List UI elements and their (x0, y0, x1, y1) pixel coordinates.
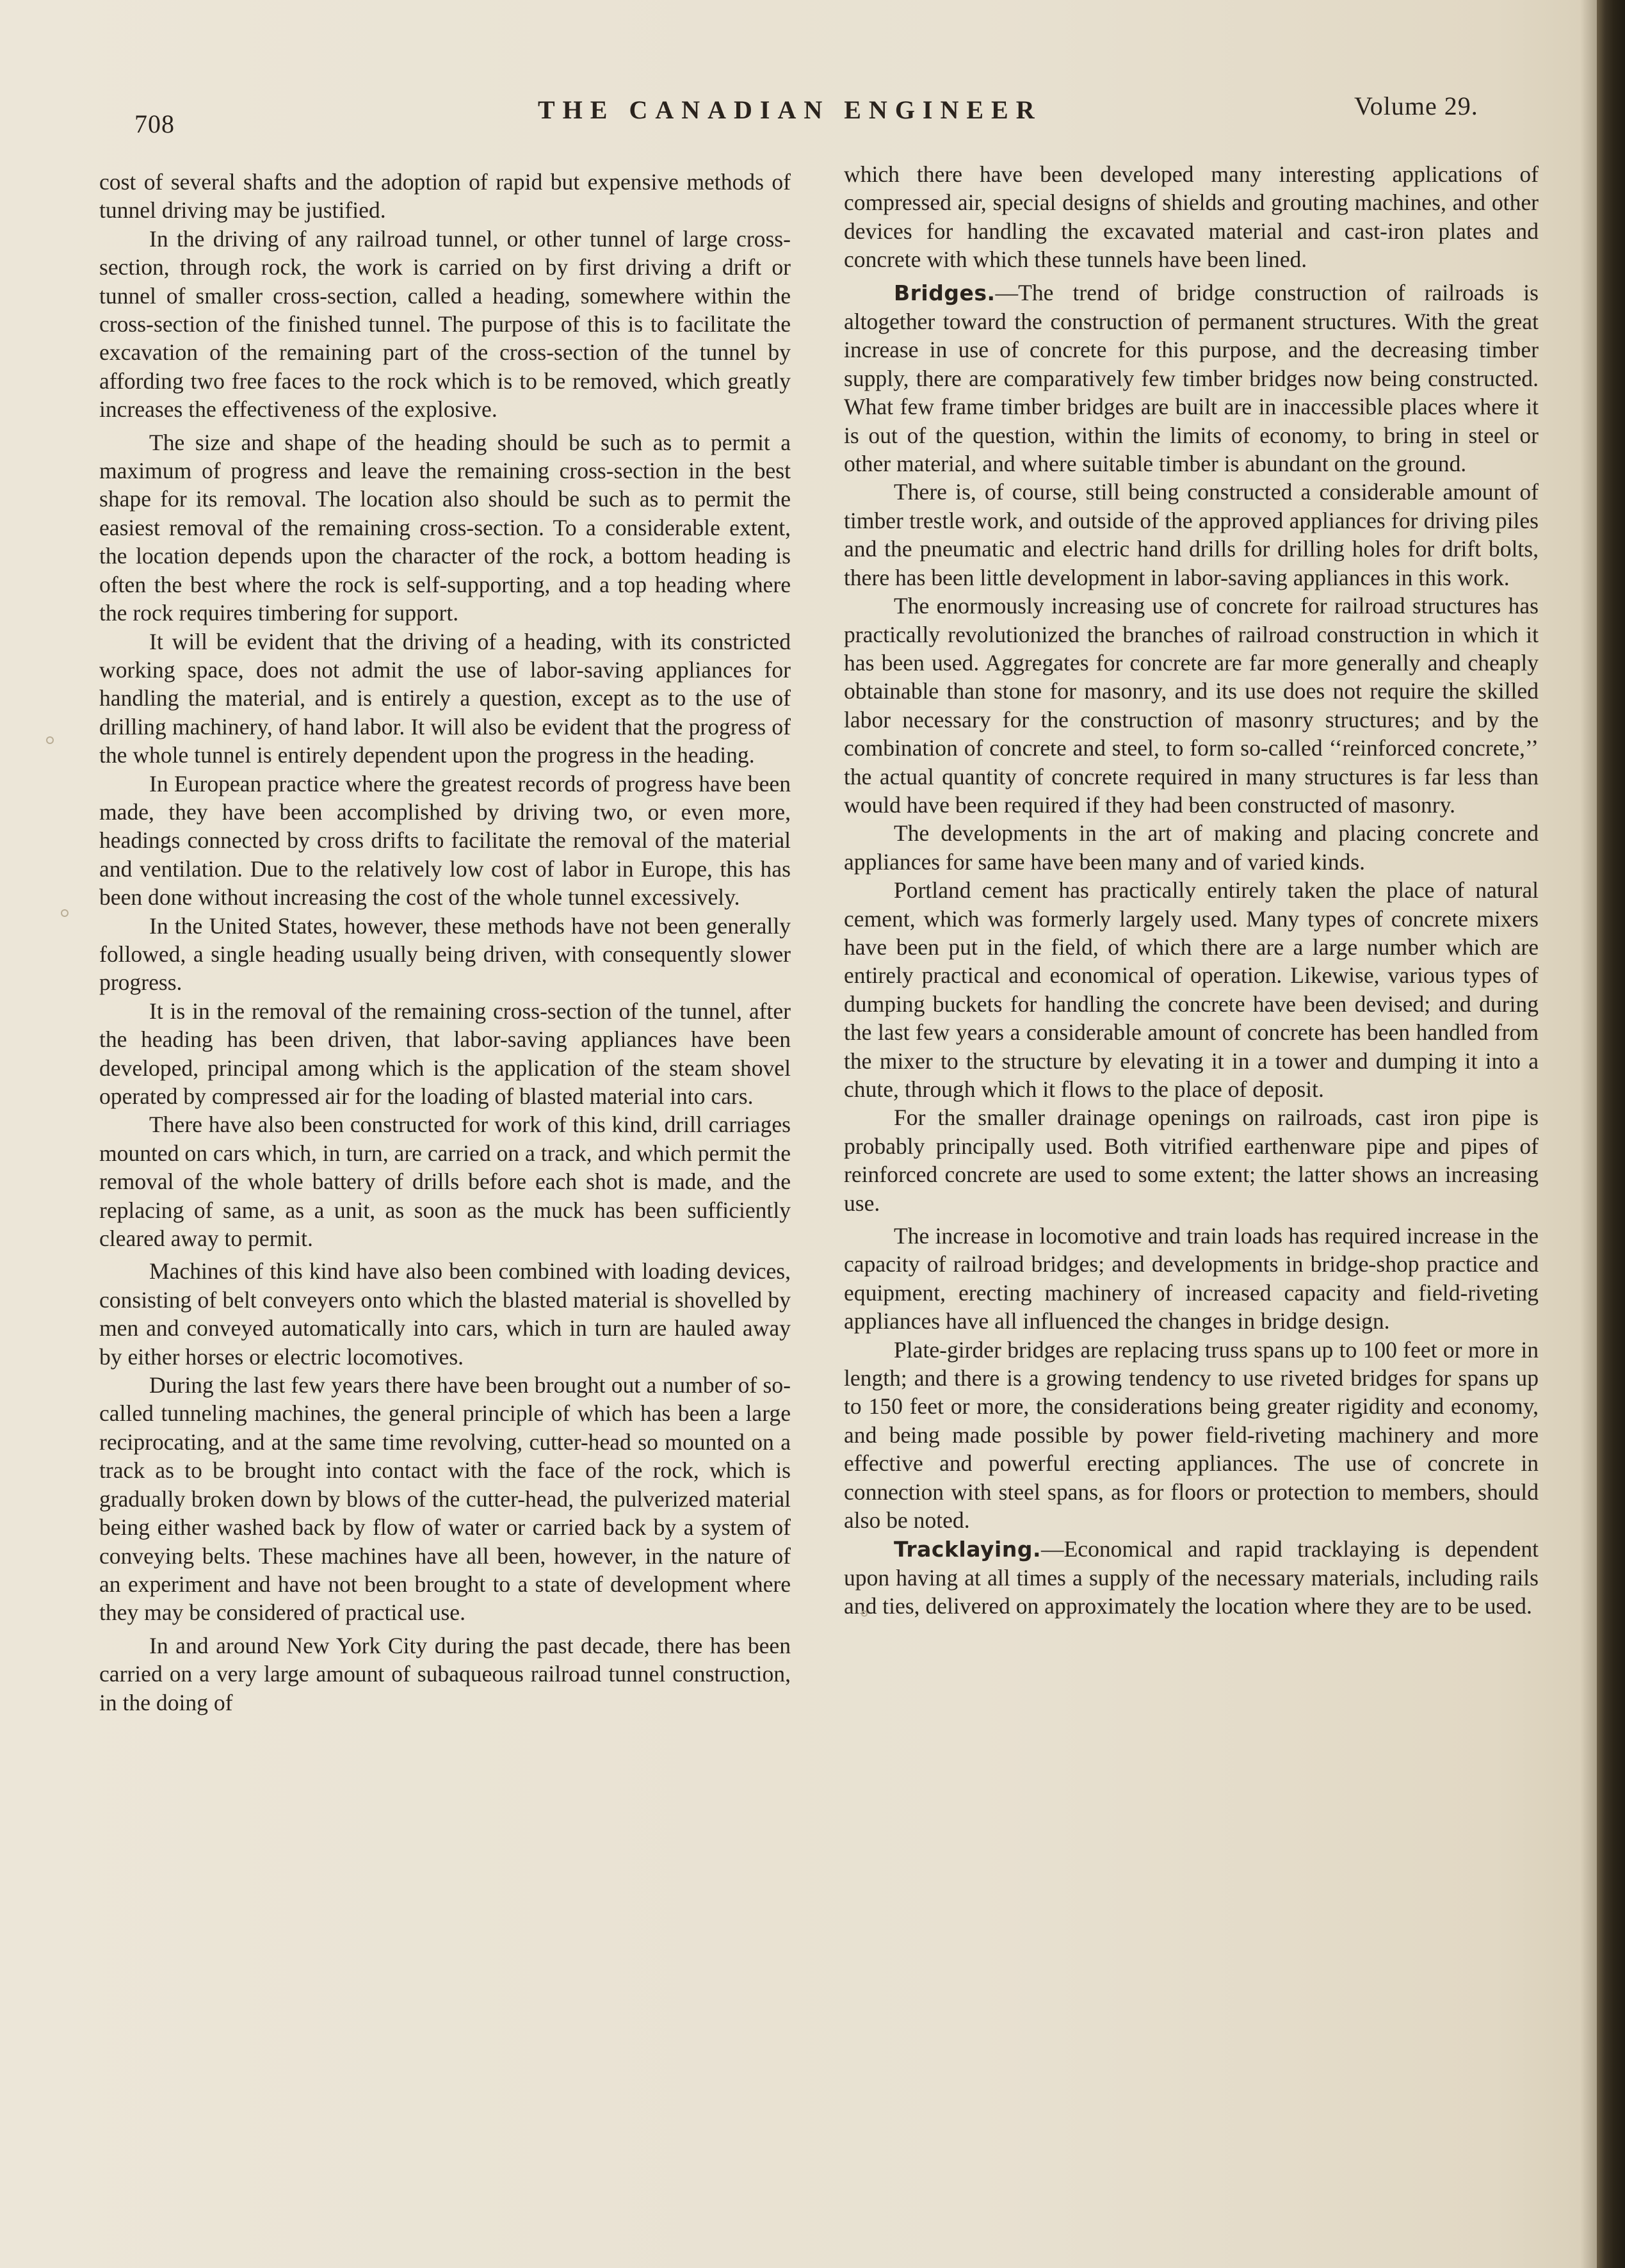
paragraph: In the driving of any railroad tunnel, or other tunnel of large cross-section, through rock, the work is carried on by first driving a drift or tunnel of smaller cross-section, called a heading, somewhere within the cross-section of the finished tunnel. The purpose of this is to facilitate the excavation of the remaining part of the cross-section of the tunnel by affording two free faces to the rock which is to be removed, which greatly increases the effectiveness of the explosive. (99, 225, 791, 423)
paragraph: In and around New York City during the past decade, there has been carried on a very large amount of subaqueous railroad tunnel construction, in the doing of (99, 1632, 791, 1715)
binding-shadow (1580, 0, 1597, 2268)
bridges-text: —The trend of bridge construction of railroads is altogether toward the construction of permanent structures. With the great increase in use of concrete for this purpose, and the decreasing timber supply, there are comparatively few timber bridges now being constructed. What few frame timber bridges are built are in inaccessible places where it is out of the question, within the limits of economy, to bring in steel or other material, and where suitable timber is abundant on the ground. (844, 279, 1539, 477)
tracklaying-paragraph (844, 1535, 1539, 1621)
paragraph: cost of several shafts and the adoption of rapid but expensive methods of tunnel driving may be justified. (99, 169, 791, 223)
paragraph: It will be evident that the driving of a heading, with its constricted working space, does not admit the use of labor-saving appliances for handling the material, and is entirely a question, except as to the use of drilling machinery, of hand labor. It will also be evident that the progress of the whole tunnel is entirely dependent upon the progress in the heading. (99, 628, 791, 768)
paragraph: which there have been developed many interesting applications of compressed air, special designs of shields and grouting machines, and other devices for handling the excavated material and cast-iron plates and concrete with which these tunnels have been lined. (844, 161, 1539, 273)
paragraph: There have also been constructed for work of this kind, drill carriages mounted on cars which, in turn, are carried on a track, and which permit the removal of the whole battery of drills before each shot is made, and the replacing of same, as a unit, as soon as the muck has been sufficiently cleared away to permit. (99, 1112, 791, 1252)
paper-speck (861, 1610, 868, 1617)
paragraph: For the smaller drainage openings on railroads, cast iron pipe is probably principally used. Both vitrified earthenware pipe and pipes of reinforced concrete are used to some extent; the latter shows an increasing use. (844, 1105, 1539, 1216)
paper-speck (61, 909, 69, 917)
paragraph: Plate-girder bridges are replacing truss spans up to 100 feet or more in length; and there is a growing tendency to use riveted bridges for spans up to 150 feet or more, the considerations being greater rigidity and economy, and being made possible by power field-riveting machinery and more effective and powerful erecting appliances. The use of concrete in connection with steel spans, as for floors or protection to members, should also be noted. (844, 1336, 1539, 1534)
section-heading-bridges: Bridges. (894, 280, 996, 305)
paragraph: There is, of course, still being constructed a considerable amount of timber trestle work, and outside of the approved appliances for driving piles and the pneumatic and electric hand drills for drilling holes for drift bolts, there has been little development in labor-saving appliances in this work. (844, 479, 1539, 590)
left-column (99, 168, 791, 1717)
paragraph: It is in the removal of the remaining cross-section of the tunnel, after the heading has been driven, that labor-saving appliances have been developed, principal among which is the application of the steam shovel operated by compressed air for the loading of blasted material into cars. (99, 998, 791, 1109)
book-binding (1597, 0, 1625, 2268)
bridges-paragraph (844, 279, 1539, 478)
paragraph: In European practice where the greatest records of progress have been made, they have been accomplished by driving two, or even more, headings connected by cross drifts to facilitate the removal of the material and ventilation. Due to the relatively low cost of labor in Europe, this has been done without increasing the cost of the whole tunnel excessively. (99, 770, 791, 911)
section-heading-tracklaying: Tracklaying. (894, 1536, 1041, 1562)
paragraph: The developments in the art of making and placing concrete and appliances for same have been many and of varied kinds. (844, 820, 1539, 875)
paragraph: The size and shape of the heading should be such as to permit a maximum of progress and leave the remaining cross-section in the best shape for its removal. The location also should be such as to permit the easiest removal of the remaining cross-section. To a considerable extent, the location depends upon the character of the rock, a bottom heading is often the best where the rock is self-supporting, and a top heading where the rock requires timbering for support. (99, 429, 791, 626)
running-header (0, 83, 1581, 138)
right-column (844, 160, 1539, 1621)
paragraph: Portland cement has practically entirely taken the place of natural cement, which was formerly largely used. Many types of concrete mixers have been put in the field, of which there are a large number which are entirely practical and economical of operation. Likewise, various types of dumping buckets for handling the concrete have been devised; and during the last few years a considerable amount of concrete has been handled from the mixer to the structure by elevating it in a tower and dumping it into a chute, through which it flows to the place of deposit. (844, 877, 1539, 1102)
journal-title: THE CANADIAN ENGINEER (538, 95, 1042, 124)
page-number: 708 (134, 109, 175, 138)
paragraph: During the last few years there have been brought out a number of so-called tunneling machines, the general principle of which has been a large reciprocating, and at the same time revolving, cutter-head so mounted on a track as to be brought into contact with the face of the rock, which is gradually broken down by blows of the cutter-head, the pulverized material being either washed back by flow of water or carried back by a system of conveying belts. These machines have all been, however, in the nature of an experiment and have not been brought to a state of development where they may be considered of practical use. (99, 1372, 791, 1626)
paragraph: Machines of this kind have also been combined with loading devices, consisting of belt conveyers onto which the blasted material is shovelled by men and conveyed automatically into cars, which in turn are hauled away by either horses or electric locomotives. (99, 1258, 791, 1370)
tracklaying-text: —Economical and rapid tracklaying is dependent upon having at all times a supply of the necessary materials, including rails and ties, delivered on approximately the location where they are to be used. (844, 1535, 1539, 1619)
paragraph: The increase in locomotive and train loads has required increase in the capacity of railroad bridges; and developments in bridge-shop practice and equipment, erecting machinery of increased capacity and field-riveting appliances have all influenced the changes in bridge design. (844, 1223, 1539, 1334)
paragraph: In the United States, however, these methods have not been generally followed, a single heading usually being driven, with consequently slower progress. (99, 912, 791, 996)
paper-speck (46, 736, 54, 744)
volume-label: Volume 29. (1354, 92, 1478, 120)
paragraph: The enormously increasing use of concrete for railroad structures has practically revolutionized the branches of railroad construction in which it has been used. Aggregates for concrete are far more generally and cheaply obtainable than stone for masonry, and its use does not require the skilled labor necessary for the construction of masonry structures; and by the combination of concrete and steel, to form so-called ‘‘reinforced concrete,’’ the actual quantity of concrete required in many structures is far less than would have been required if they had been constructed of masonry. (844, 593, 1539, 818)
